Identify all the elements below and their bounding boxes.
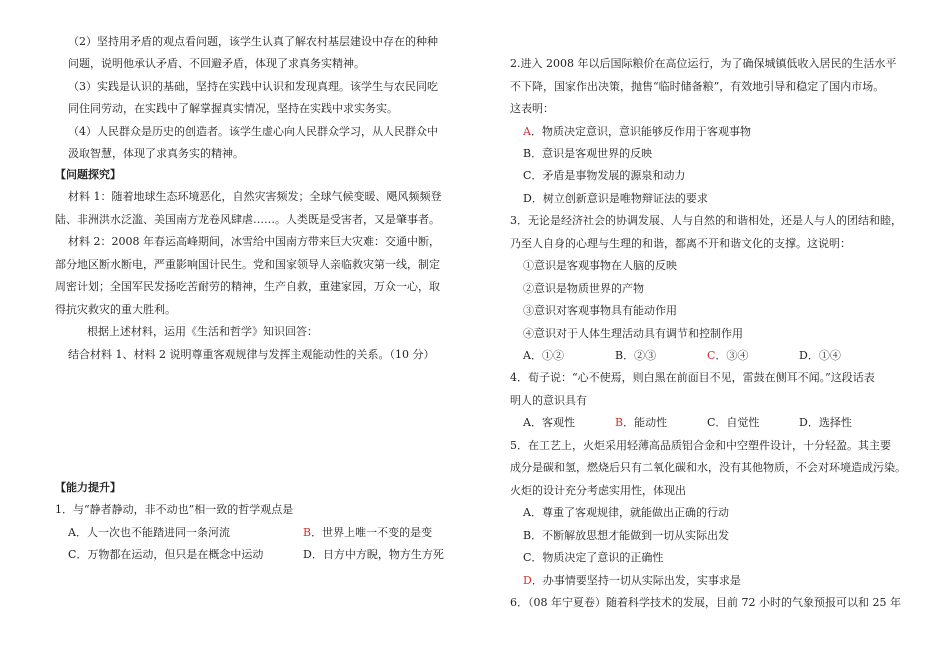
q4-option-b [615, 415, 667, 431]
answer-line: 汲取智慧，体现了求真务实的精神。 [68, 147, 244, 160]
answer-line: （2）坚持用矛盾的观点看问题，该学生认真了解农村基层建设中存在的种种 [68, 35, 438, 48]
material-line: 周密计划；全国军民发扬吃苦耐劳的精神，生产自救，重建家园，万众一心，取 [55, 280, 440, 293]
q3-option-b: B．②③ [615, 349, 657, 362]
option-text: ．世界上唯一不变的是变 [311, 526, 433, 539]
material-line: 陆、非洲洪水泛滥、美国南方龙卷风肆虐……。人类既是受害者，又是肇事者。 [55, 213, 440, 226]
q3-item-3: ③意识对客观事物具有能动作用 [523, 304, 677, 317]
q3-option-c [707, 348, 748, 364]
material-line: 材料 2：2008 年春运高峰期间，冰雪给中国南方带来巨大灾难：交通中断， [68, 235, 440, 248]
q3-option-a: A．①② [523, 349, 564, 362]
section-heading-ability: 【能力提升】 [55, 481, 121, 494]
option-text: ．办事情要坚持一切从实际出发，实事求是 [531, 574, 741, 587]
answer-line: （4）人民群众是历史的创造者。该学生虚心向人民群众学习，从人民群众中 [68, 125, 438, 138]
answer-letter: C [707, 349, 716, 362]
material-line: 材料 1：随着地球生态环境恶化，自然灾害频发；全球气候变暖、飓风频频登 [68, 190, 442, 203]
q2-option-a [523, 124, 751, 140]
question-stem-5: 火炬的设计充分考虑实用性，体现出 [510, 484, 686, 497]
answer-line: 同住同劳动，在实践中了解掌握真实情况，坚持在实践中求实务实。 [68, 102, 398, 115]
q3-option-d: D．①④ [799, 349, 841, 362]
q5-option-b: B．不断解放思想才能做到一切从实际出发 [523, 529, 730, 542]
q3-item-2: ②意识是物质世界的产物 [523, 282, 644, 295]
answer-letter: A [523, 125, 531, 138]
question-stem-5: 成分是碳和氢，燃烧后只有二氧化碳和水，没有其他物质，不会对环境造成污染。 [510, 461, 906, 474]
q1-option-c: C．万物都在运动，但只是在概念中运动 [68, 548, 264, 561]
answer-letter: B [615, 416, 624, 429]
q5-option-d [523, 573, 741, 589]
q3-item-1: ①意识是客观事物在人脑的反映 [523, 259, 677, 272]
question-stem-3: 乃至人自身的心理与生理的和谐，都离不开和谐文化的支撑。这说明： [510, 237, 851, 250]
answer-line: （3）实践是认识的基础，坚持在实践中认识和发现真理。该学生与农民同吃 [68, 80, 438, 93]
q4-option-c: C．自觉性 [707, 416, 760, 429]
question-stem-6: 6．（08 年宁夏卷）随着科学技术的发展，目前 72 小时的气象预报可以和 25 年 [510, 596, 901, 609]
q1-option-d: D．日方中方睨，物方生方死 [303, 548, 444, 561]
material-line: 部分地区断水断电，严重影响国计民生。党和国家领导人亲临救灾第一线，制定 [55, 258, 440, 271]
question-stem-5: 5．在工艺上，火炬采用轻薄高品质铝合金和中空塑件设计，十分轻盈。其主要 [510, 439, 891, 452]
q1-option-b [303, 525, 432, 541]
question-stem-2: 不下降，国家作出决策，抛售“临时储备粮”，有效地引导和稳定了国内市场。 [510, 80, 885, 93]
q4-option-d: D．选择性 [799, 416, 852, 429]
option-text: ．能动性 [623, 416, 668, 429]
question-stem-2: 这表明： [510, 102, 554, 115]
section-heading-inquiry: 【问题探究】 [55, 168, 121, 181]
option-text: ．③④ [715, 349, 749, 362]
answer-letter: B [303, 526, 312, 539]
q1-option-a: A．人一次也不能踏进同一条河流 [68, 526, 230, 539]
q5-option-c: C．物质决定了意识的正确性 [523, 551, 664, 564]
q4-option-a: A．客观性 [523, 416, 575, 429]
answer-letter: D [523, 574, 532, 587]
q3-item-4: ④意识对于人体生理活动具有调节和控制作用 [523, 327, 743, 340]
answer-line: 问题，说明他承认矛盾、不回避矛盾，体现了求真务实精神。 [68, 57, 365, 70]
instruction-line: 根据上述材料，运用《生活和哲学》知识回答： [87, 325, 318, 338]
question-prompt: 结合材料 1、材料 2 说明尊重客观规律与发挥主观能动性的关系。（10 分） [68, 348, 435, 361]
material-line: 得抗灾救灾的重大胜利。 [55, 303, 176, 316]
q2-option-c: C．矛盾是事物发展的源泉和动力 [523, 169, 686, 182]
question-stem-4: 明人的意识具有 [510, 394, 587, 407]
question-stem-1: 1．与“静者静动，非不动也”相一致的哲学观点是 [55, 503, 294, 516]
q5-option-a: A．尊重了客观规律，就能做出正确的行动 [523, 506, 729, 519]
q2-option-d: D．树立创新意识是唯物辩证法的要求 [523, 192, 708, 205]
question-stem-4: 4．荀子说：“心不使焉，则白黑在前面目不见，雷鼓在侧耳不闻。”这段话表 [510, 371, 875, 384]
q2-option-b: B．意识是客观世界的反映 [523, 147, 653, 160]
question-stem-2: 2.进入 2008 年以后国际粮价在高位运行，为了确保城镇低收入居民的生活水平 [510, 57, 897, 70]
question-stem-3: 3．无论是经济社会的协调发展、人与自然的和谐相处，还是人与人的团结和睦， [510, 214, 902, 227]
option-text: ．物质决定意识，意识能够反作用于客观事物 [530, 125, 751, 138]
